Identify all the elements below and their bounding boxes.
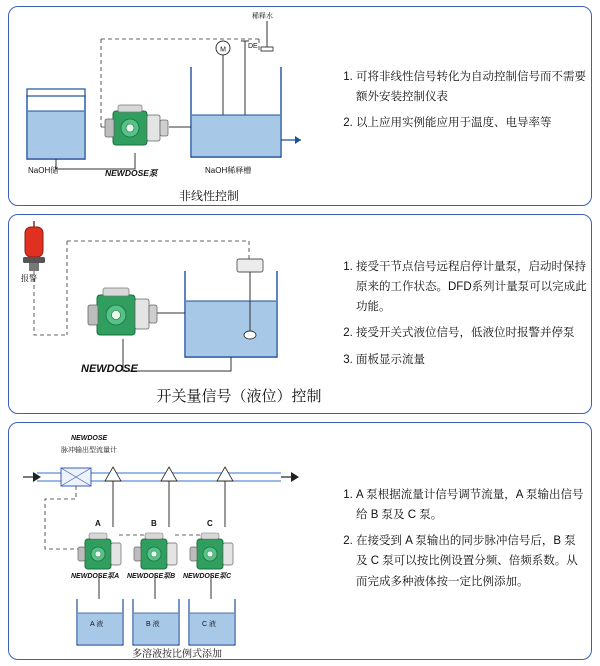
panel-multi-pump-proportional — [8, 422, 592, 660]
label-pump-a-name: NEWDOSE泵A — [71, 573, 120, 580]
label-pump-b: B — [151, 519, 157, 528]
list-item: 1. A 泵根据流量计信号调节流量，A 泵输出信号给 B 泵及 C 泵。 — [356, 485, 587, 525]
label-flowmeter-type: 脉冲输出型流量计 — [61, 447, 117, 454]
list-item: 2. 以上应用实例能应用于温度、电导率等 — [356, 113, 587, 133]
label-pump-c: C — [207, 519, 213, 528]
label-pump-newdose: NEWDOSE — [81, 363, 138, 375]
label-pump-b-name: NEWDOSE泵B — [127, 573, 176, 580]
svg-text:M: M — [220, 46, 226, 54]
list-item: 2. 在接受到 A 泵输出的同步脉冲信号后，B 泵及 C 泵可以按比例设置分频、倍频系数。从而完成多种液体按一定比例添加。 — [356, 531, 587, 591]
diagram-nonlinear-control — [9, 7, 339, 205]
label-pump: NEWDOSE泵 — [105, 168, 158, 178]
label-pump-c-name: NEWDOSE泵C — [183, 573, 232, 580]
alarm-beacon — [23, 221, 45, 271]
label-tank-c: C 液 — [202, 621, 216, 628]
label-dilution-water: 稀释水 — [252, 13, 273, 20]
text-list-panel-2 — [339, 257, 589, 376]
text-list-panel-1 — [339, 67, 587, 139]
label-tank-right: NaOH稀释槽 — [205, 166, 252, 175]
label-tank-left: NaOH储 — [28, 166, 59, 175]
caption-panel-2: 开关量信号（液位）控制 — [156, 389, 322, 405]
list-item: 3. 面板显示流量 — [356, 350, 589, 370]
label-pump-a: A — [95, 519, 101, 528]
caption-panel-1: 非线性控制 — [178, 189, 239, 203]
diagram-multi-pump-proportional — [9, 423, 339, 659]
list-item: 2. 接受开关式液位信号，低液位时报警并停泵 — [356, 323, 589, 343]
list-item: 1. 接受干节点信号远程启停计量泵，启动时保持原来的工作状态。DFD系列计量泵可以完成此功能。 — [356, 257, 589, 317]
text-list-panel-3 — [339, 485, 587, 598]
label-alarm: 报警 — [21, 274, 37, 283]
panel-switch-level-control — [8, 214, 592, 414]
caption-panel-3: 多溶液按比例式添加 — [132, 649, 222, 660]
label-flowmeter-brand: NEWDOSE — [71, 435, 108, 442]
list-item: 1. 可将非线性信号转化为自动控制信号而不需要额外安装控制仪表 — [356, 67, 587, 107]
label-tank-b: B 液 — [146, 621, 160, 628]
diagram-switch-level-control — [9, 215, 339, 413]
label-de-probe: DE — [248, 43, 258, 50]
label-tank-a: A 液 — [90, 621, 104, 628]
panel-nonlinear-control — [8, 6, 592, 206]
